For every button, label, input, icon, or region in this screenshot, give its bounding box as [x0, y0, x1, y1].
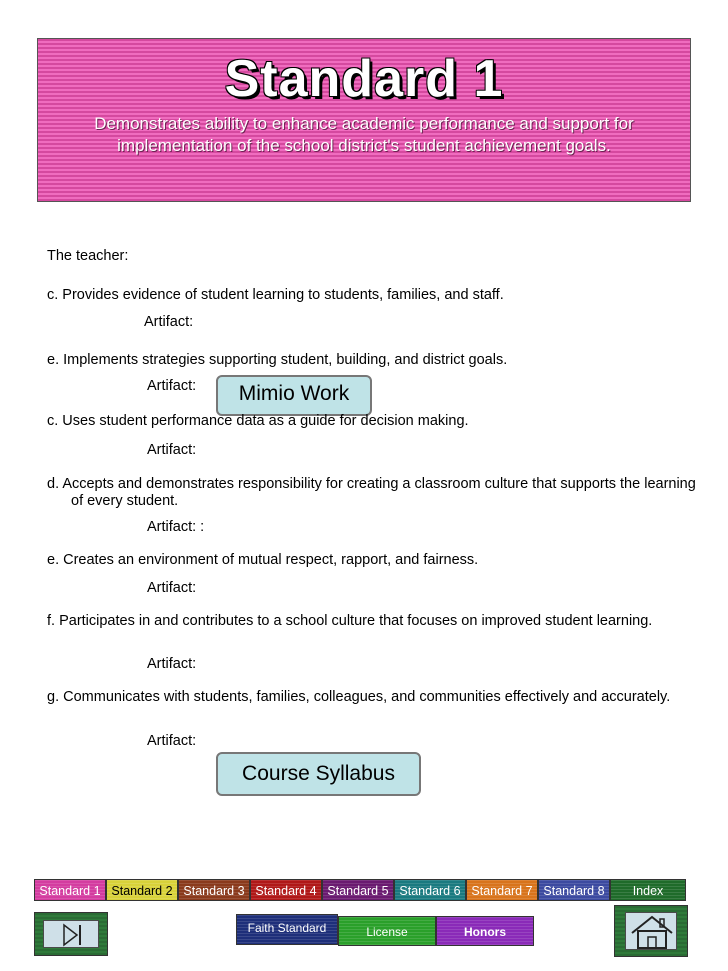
- tab-standard-3[interactable]: Standard 3: [178, 879, 250, 901]
- home-icon: [625, 912, 677, 950]
- tab-standard-6[interactable]: Standard 6: [394, 879, 466, 901]
- standards-nav: [34, 879, 686, 901]
- license-button[interactable]: License: [338, 916, 436, 946]
- item-text: d. Accepts and demonstrates responsibility for creating a classroom culture that supports the learning of every student.: [47, 476, 696, 509]
- item-text: e. Implements strategies supporting student, building, and district goals.: [47, 352, 508, 368]
- honors-button[interactable]: Honors: [436, 916, 534, 946]
- artifact-label: Artifact:: [147, 656, 197, 672]
- item-text: f. Participates in and contributes to a school culture that focuses on improved student learning.: [47, 613, 653, 629]
- course-syllabus-link[interactable]: Course Syllabus: [216, 752, 421, 796]
- intro-text: The teacher:: [47, 248, 129, 264]
- artifact-label: Artifact:: [147, 442, 197, 458]
- page-subtitle: Demonstrates ability to enhance academic performance and support for implementation of the school district's student achievement goals.: [94, 114, 634, 155]
- tab-standard-5[interactable]: Standard 5: [322, 879, 394, 901]
- tab-standard-7[interactable]: Standard 7: [466, 879, 538, 901]
- tab-standard-1[interactable]: Standard 1: [34, 879, 106, 901]
- tab-standard-2[interactable]: Standard 2: [106, 879, 178, 901]
- item-text: c. Provides evidence of student learning to students, families, and staff.: [47, 287, 504, 303]
- page-title: Standard 1: [224, 50, 504, 108]
- mimio-work-link[interactable]: Mimio Work: [216, 375, 372, 416]
- artifact-label: Artifact: :: [147, 519, 205, 535]
- faith-standard-button[interactable]: Faith Standard: [236, 914, 338, 945]
- artifact-label: Artifact:: [147, 580, 197, 596]
- item-text: g. Communicates with students, families, colleagues, and communities effectively and accurately.: [47, 689, 671, 705]
- artifact-label: Artifact:: [147, 378, 197, 394]
- title-banner: [37, 38, 691, 202]
- item-text: e. Creates an environment of mutual respect, rapport, and fairness.: [47, 552, 479, 568]
- skip-forward-icon: [43, 920, 99, 948]
- artifact-label: Artifact:: [147, 733, 197, 749]
- item-text: c. Uses student performance data as a guide for decision making.: [47, 413, 469, 429]
- tab-standard-4[interactable]: Standard 4: [250, 879, 322, 901]
- tab-standard-8[interactable]: Standard 8: [538, 879, 610, 901]
- artifact-label: Artifact:: [144, 314, 194, 330]
- next-button[interactable]: [34, 912, 108, 956]
- tab-index[interactable]: Index: [610, 879, 686, 901]
- home-button[interactable]: [614, 905, 688, 957]
